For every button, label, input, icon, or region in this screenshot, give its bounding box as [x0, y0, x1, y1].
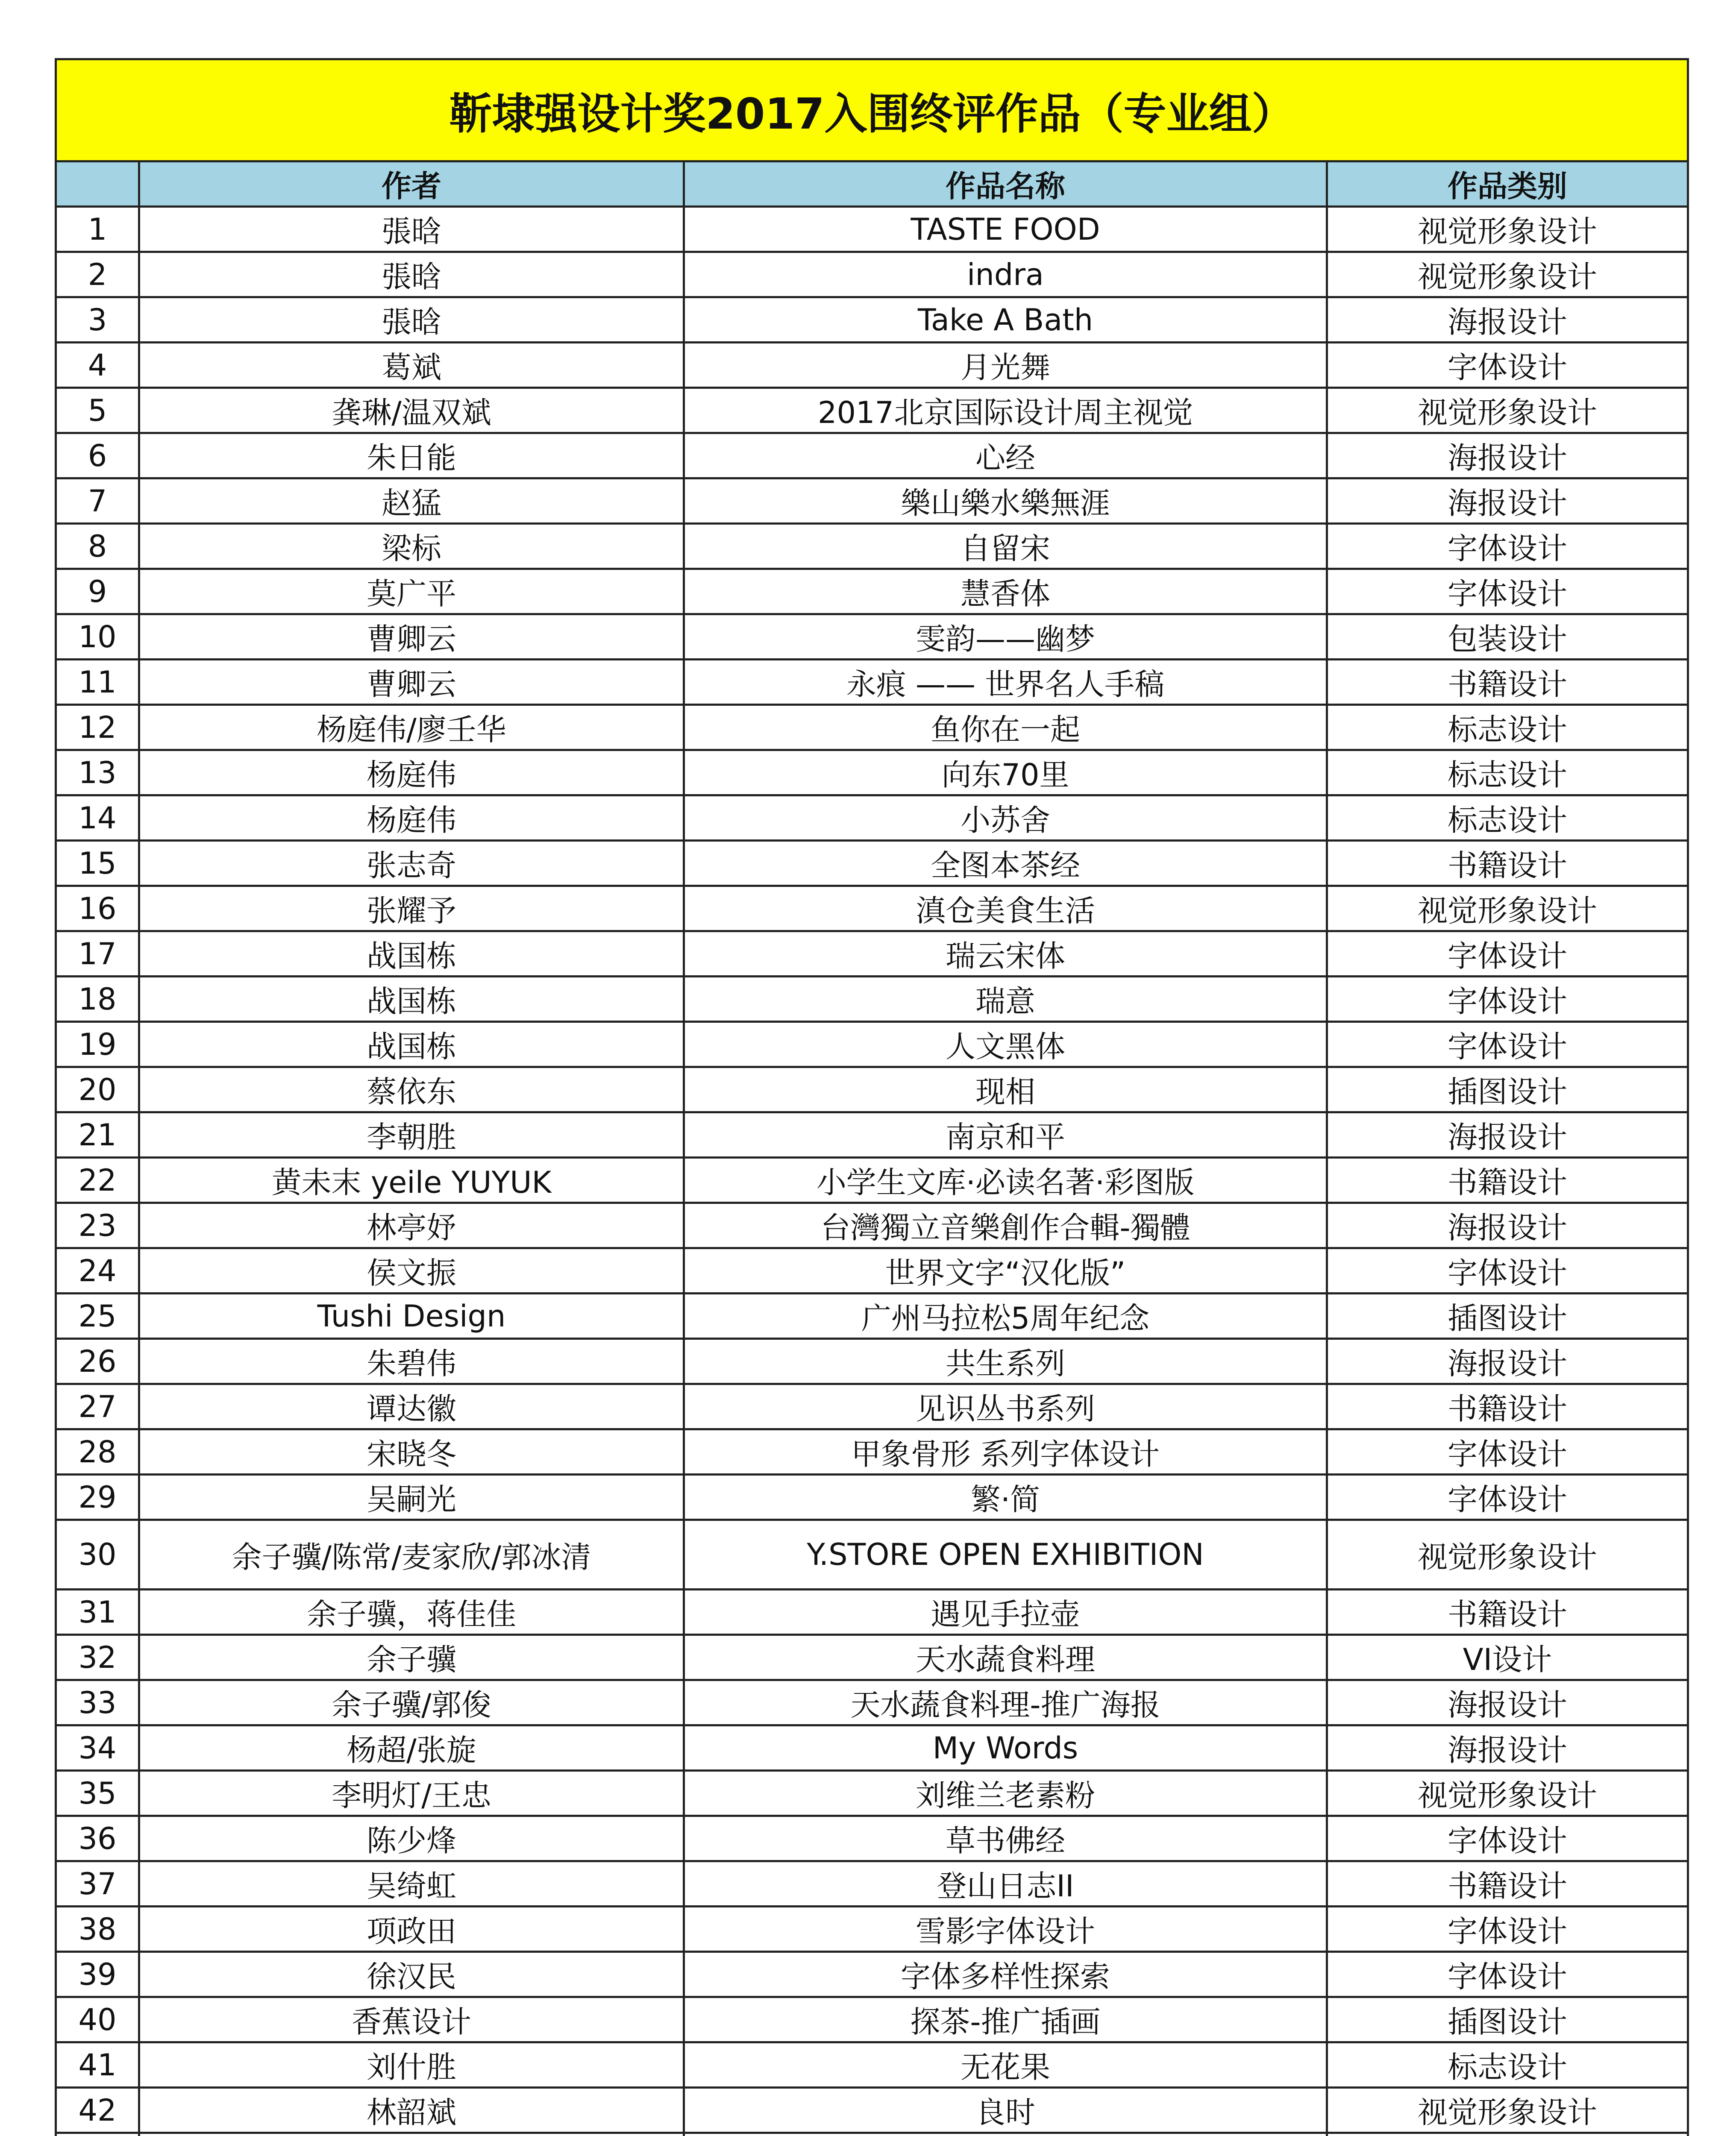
author-cell: 曹卿云: [139, 614, 684, 660]
author-cell: 莫广平: [139, 569, 684, 614]
row-number: 36: [56, 1816, 139, 1861]
category-cell: 海报设计: [1327, 1680, 1688, 1725]
row-number: 2: [56, 252, 139, 297]
category-cell: 包装设计: [1327, 614, 1688, 660]
category-cell: 视觉形象设计: [1327, 1771, 1688, 1816]
work-title-cell: 世界文字“汉化版”: [684, 1248, 1327, 1294]
work-title-cell: 鱼你在一起: [684, 705, 1327, 750]
table-body: [56, 207, 1688, 2136]
category-cell: 标志设计: [1327, 795, 1688, 841]
category-cell: 海报设计: [1327, 433, 1688, 478]
category-cell: 标志设计: [1327, 750, 1688, 795]
author-cell: 張晗: [139, 297, 684, 343]
author-cell: 龚琳/温双斌: [139, 388, 684, 433]
author-cell: 杨庭伟: [139, 795, 684, 841]
row-number: 27: [56, 1384, 139, 1429]
row-number: 3: [56, 297, 139, 343]
work-title-cell: 繁·简: [684, 1475, 1327, 1520]
work-title-cell: 小学生文库·必读名著·彩图版: [684, 1158, 1327, 1203]
work-title-cell: 小苏舍: [684, 795, 1327, 841]
table-row: [56, 2042, 1688, 2088]
author-cell: 葛斌: [139, 343, 684, 388]
table-row: [56, 660, 1688, 705]
table-row: [56, 886, 1688, 931]
category-cell: 书籍设计: [1327, 1590, 1688, 1635]
author-cell: 蔡依东: [139, 1067, 684, 1112]
row-number: 19: [56, 1022, 139, 1067]
table-row: [56, 1429, 1688, 1475]
table-row: [56, 388, 1688, 433]
category-cell: 视觉形象设计: [1327, 1520, 1688, 1590]
row-number: 30: [56, 1520, 139, 1590]
work-title-cell: 草书佛经: [684, 1816, 1327, 1861]
author-cell: 余子骥，蒋佳佳: [139, 1590, 684, 1635]
table-row: [56, 931, 1688, 977]
work-title-cell: 天水蔬食料理: [684, 1635, 1327, 1680]
work-title-cell: 樂山樂水樂無涯: [684, 478, 1327, 524]
row-number: 33: [56, 1680, 139, 1725]
author-cell: 吴嗣光: [139, 1475, 684, 1520]
row-number: 15: [56, 841, 139, 886]
table-row: [56, 841, 1688, 886]
work-title-cell: 雯韵——幽梦: [684, 614, 1327, 660]
table-row: [56, 750, 1688, 795]
category-cell: 字体设计: [1327, 569, 1688, 614]
row-number: 25: [56, 1294, 139, 1339]
column-header-category: 作品类别: [1327, 161, 1688, 207]
table-row: [56, 207, 1688, 252]
category-cell: 字体设计: [1327, 524, 1688, 569]
work-title-cell: 人文黑体: [684, 1022, 1327, 1067]
row-number: 35: [56, 1771, 139, 1816]
work-title-cell: 字体多样性探索: [684, 1952, 1327, 1997]
row-number: 9: [56, 569, 139, 614]
author-cell: 張晗: [139, 207, 684, 252]
row-number: 37: [56, 1861, 139, 1907]
work-title-cell: 见识丛书系列: [684, 1384, 1327, 1429]
author-cell: 香蕉设计: [139, 1997, 684, 2042]
category-cell: 字体设计: [1327, 1952, 1688, 1997]
table-row: [56, 524, 1688, 569]
category-cell: 书籍设计: [1327, 1861, 1688, 1907]
work-title-cell: 台灣獨立音樂創作合輯-獨體: [684, 1203, 1327, 1248]
author-cell: 杨超/张旋: [139, 1725, 684, 1771]
table-row: [56, 1907, 1688, 1952]
category-cell: 字体设计: [1327, 1907, 1688, 1952]
category-cell: 字体设计: [1327, 1816, 1688, 1861]
category-cell: 标志设计: [1327, 705, 1688, 750]
author-cell: 谭达徽: [139, 1384, 684, 1429]
category-cell: 字体设计: [1327, 1248, 1688, 1294]
table-row: [56, 1771, 1688, 1816]
category-cell: 书籍设计: [1327, 1158, 1688, 1203]
category-cell: 书籍设计: [1327, 1384, 1688, 1429]
category-cell: 视觉形象设计: [1327, 252, 1688, 297]
category-cell: 海报设计: [1327, 1339, 1688, 1384]
shortlist-sheet: [55, 58, 1687, 2136]
work-title-cell: 广州马拉松5周年纪念: [684, 1294, 1327, 1339]
category-cell: VI设计: [1327, 1635, 1688, 1680]
table-row: [56, 2133, 1688, 2136]
table-row: [56, 433, 1688, 478]
work-title-cell: 永痕 —— 世界名人手稿: [684, 660, 1327, 705]
row-number: 32: [56, 1635, 139, 1680]
row-number: 23: [56, 1203, 139, 1248]
category-cell: 海报设计: [1327, 1725, 1688, 1771]
work-title-cell: 慧香体: [684, 569, 1327, 614]
work-title-cell: 遇见手拉壶: [684, 1590, 1327, 1635]
column-header-work-title: 作品名称: [684, 161, 1327, 207]
row-number: 38: [56, 1907, 139, 1952]
category-cell: 视觉形象设计: [1327, 886, 1688, 931]
work-title-cell: 月光舞: [684, 343, 1327, 388]
row-number: 14: [56, 795, 139, 841]
table-row: [56, 1861, 1688, 1907]
author-cell: 朱日能: [139, 433, 684, 478]
work-title-cell: 心经: [684, 433, 1327, 478]
table-row: [56, 614, 1688, 660]
table-row: [56, 1384, 1688, 1429]
work-title-cell: 向东70里: [684, 750, 1327, 795]
work-title-cell: 雪影字体设计: [684, 1907, 1327, 1952]
row-number: 5: [56, 388, 139, 433]
category-cell: 字体设计: [1327, 1429, 1688, 1475]
work-title-cell: 自留宋: [684, 524, 1327, 569]
row-number: 34: [56, 1725, 139, 1771]
work-title-cell: My Words: [684, 1725, 1327, 1771]
category-cell: 海报设计: [1327, 1112, 1688, 1158]
table-row: [56, 1590, 1688, 1635]
table-row: [56, 977, 1688, 1022]
author-cell: 余子骥: [139, 1635, 684, 1680]
row-number: 31: [56, 1590, 139, 1635]
row-number: 8: [56, 524, 139, 569]
table-row: [56, 1339, 1688, 1384]
category-cell: 插图设计: [1327, 1997, 1688, 2042]
table-row: [56, 1725, 1688, 1771]
table-row: [56, 1520, 1688, 1590]
category-cell: 书籍设计: [1327, 660, 1688, 705]
author-cell: 战国栋: [139, 977, 684, 1022]
table-row: [56, 705, 1688, 750]
row-number: 20: [56, 1067, 139, 1112]
work-title-cell: 良时: [684, 2088, 1327, 2133]
table-row: [56, 1635, 1688, 1680]
author-cell: 吴绮虹: [139, 1861, 684, 1907]
category-cell: 插图设计: [1327, 1294, 1688, 1339]
category-cell: [1327, 2133, 1688, 2136]
work-title-cell: Take A Bath: [684, 297, 1327, 343]
category-cell: 字体设计: [1327, 977, 1688, 1022]
table-row: [56, 795, 1688, 841]
author-cell: 梁标: [139, 524, 684, 569]
work-title-cell: 探茶-推广插画: [684, 1997, 1327, 2042]
row-number: 26: [56, 1339, 139, 1384]
author-cell: 项政田: [139, 1907, 684, 1952]
author-cell: 侯文振: [139, 1248, 684, 1294]
author-cell: 战国栋: [139, 931, 684, 977]
work-title-cell: 登山日志II: [684, 1861, 1327, 1907]
table-row: [56, 1158, 1688, 1203]
category-cell: 插图设计: [1327, 1067, 1688, 1112]
category-cell: 视觉形象设计: [1327, 207, 1688, 252]
row-number: 39: [56, 1952, 139, 1997]
category-cell: 标志设计: [1327, 2042, 1688, 2088]
author-cell: 张志奇: [139, 841, 684, 886]
row-number: 6: [56, 433, 139, 478]
author-cell: 曹卿云: [139, 660, 684, 705]
table-row: [56, 1067, 1688, 1112]
author-cell: 李明灯/王忠: [139, 1771, 684, 1816]
row-number: 41: [56, 2042, 139, 2088]
author-cell: 徐汉民: [139, 1952, 684, 1997]
author-cell: 战国栋: [139, 1022, 684, 1067]
author-cell: 刘什胜: [139, 2042, 684, 2088]
author-cell: 林亭妤: [139, 1203, 684, 1248]
row-number: 1: [56, 207, 139, 252]
category-cell: 视觉形象设计: [1327, 2088, 1688, 2133]
row-number: 10: [56, 614, 139, 660]
author-cell: [139, 2133, 684, 2136]
category-cell: 海报设计: [1327, 478, 1688, 524]
row-number: 13: [56, 750, 139, 795]
work-title-cell: Y.STORE OPEN EXHIBITION: [684, 1520, 1327, 1590]
row-number: 7: [56, 478, 139, 524]
category-cell: 字体设计: [1327, 1022, 1688, 1067]
author-cell: 李朝胜: [139, 1112, 684, 1158]
work-title-cell: 2017北京国际设计周主视觉: [684, 388, 1327, 433]
row-number: 17: [56, 931, 139, 977]
table-row: [56, 1475, 1688, 1520]
row-number: 16: [56, 886, 139, 931]
row-number: [56, 2133, 139, 2136]
category-cell: 视觉形象设计: [1327, 388, 1688, 433]
row-number: 11: [56, 660, 139, 705]
author-cell: 杨庭伟/廖壬华: [139, 705, 684, 750]
column-header-number: [56, 161, 139, 207]
row-number: 12: [56, 705, 139, 750]
author-cell: 张耀予: [139, 886, 684, 931]
work-title-cell: 现相: [684, 1067, 1327, 1112]
shortlist-table: [55, 58, 1689, 2136]
work-title-cell: 共生系列: [684, 1339, 1327, 1384]
table-row: [56, 1022, 1688, 1067]
table-row: [56, 1112, 1688, 1158]
author-cell: 余子骥/陈常/麦家欣/郭冰清: [139, 1520, 684, 1590]
category-cell: 海报设计: [1327, 1203, 1688, 1248]
row-number: 22: [56, 1158, 139, 1203]
category-cell: 字体设计: [1327, 1475, 1688, 1520]
table-row: [56, 1203, 1688, 1248]
author-cell: 宋晓冬: [139, 1429, 684, 1475]
author-cell: 朱碧伟: [139, 1339, 684, 1384]
category-cell: 字体设计: [1327, 343, 1688, 388]
table-row: [56, 1294, 1688, 1339]
work-title-cell: 甲象骨形 系列字体设计: [684, 1429, 1327, 1475]
table-row: [56, 343, 1688, 388]
work-title-cell: 刘维兰老素粉: [684, 1771, 1327, 1816]
author-cell: 余子骥/郭俊: [139, 1680, 684, 1725]
row-number: 40: [56, 1997, 139, 2042]
table-row: [56, 2088, 1688, 2133]
author-cell: 黄未末 yeile YUYUK: [139, 1158, 684, 1203]
table-row: [56, 569, 1688, 614]
table-row: [56, 1680, 1688, 1725]
table-row: [56, 297, 1688, 343]
row-number: 29: [56, 1475, 139, 1520]
row-number: 28: [56, 1429, 139, 1475]
table-row: [56, 1952, 1688, 1997]
table-row: [56, 1997, 1688, 2042]
work-title-cell: [684, 2133, 1327, 2136]
category-cell: 书籍设计: [1327, 841, 1688, 886]
work-title-cell: 瑞意: [684, 977, 1327, 1022]
row-number: 42: [56, 2088, 139, 2133]
author-cell: 赵猛: [139, 478, 684, 524]
category-cell: 海报设计: [1327, 297, 1688, 343]
row-number: 18: [56, 977, 139, 1022]
table-row: [56, 252, 1688, 297]
table-row: [56, 1248, 1688, 1294]
work-title-cell: indra: [684, 252, 1327, 297]
work-title-cell: 无花果: [684, 2042, 1327, 2088]
row-number: 21: [56, 1112, 139, 1158]
work-title-cell: 全图本茶经: [684, 841, 1327, 886]
table-row: [56, 1816, 1688, 1861]
author-cell: 林韶斌: [139, 2088, 684, 2133]
work-title-cell: 瑞云宋体: [684, 931, 1327, 977]
work-title-cell: 天水蔬食料理-推广海报: [684, 1680, 1327, 1725]
work-title-cell: 滇仓美食生活: [684, 886, 1327, 931]
author-cell: 張晗: [139, 252, 684, 297]
row-number: 24: [56, 1248, 139, 1294]
column-header-author: 作者: [139, 161, 684, 207]
row-number: 4: [56, 343, 139, 388]
category-cell: 字体设计: [1327, 931, 1688, 977]
table-row: [56, 478, 1688, 524]
author-cell: 杨庭伟: [139, 750, 684, 795]
author-cell: 陈少烽: [139, 1816, 684, 1861]
page-title: 靳埭强设计奖2017入围终评作品（专业组）: [56, 59, 1688, 161]
author-cell: Tushi Design: [139, 1294, 684, 1339]
work-title-cell: 南京和平: [684, 1112, 1327, 1158]
work-title-cell: TASTE FOOD: [684, 207, 1327, 252]
